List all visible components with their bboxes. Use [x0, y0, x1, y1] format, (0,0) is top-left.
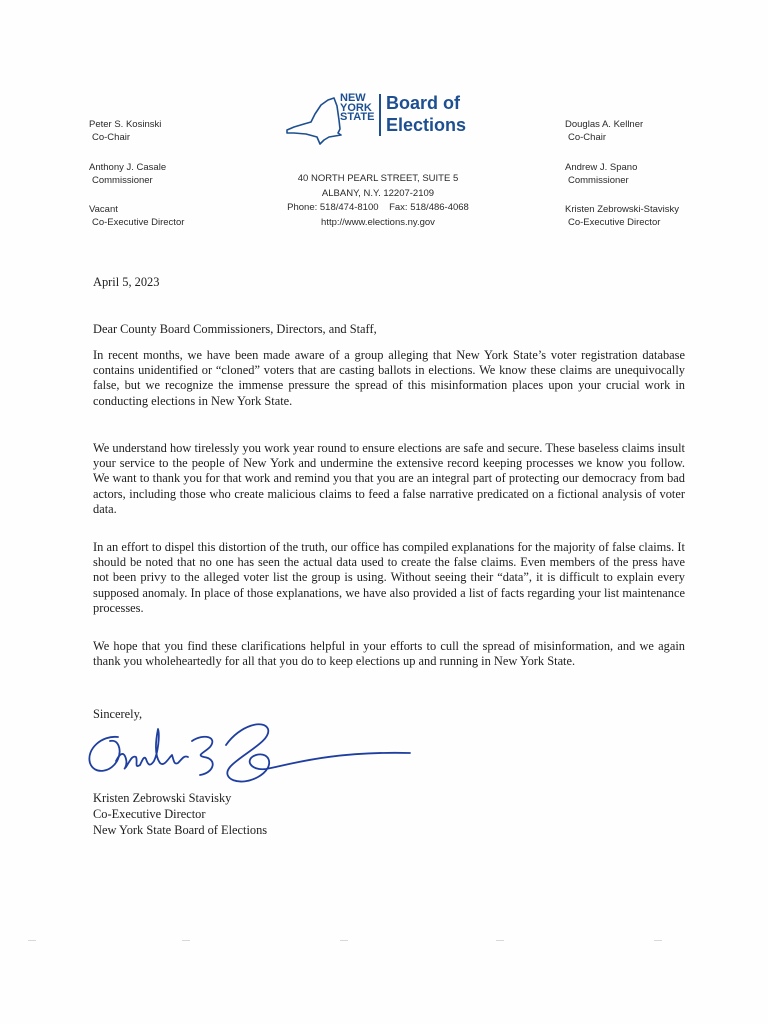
- new-york-state-outline-icon: [284, 96, 342, 146]
- person-name: Andrew J. Spano: [565, 162, 638, 173]
- logo-divider: [379, 94, 381, 136]
- logo-state-text: NEW YORK STATE: [340, 92, 375, 123]
- person-role: Commissioner: [92, 175, 153, 186]
- header-right-person-2: [565, 161, 637, 187]
- header-left-person-3: [89, 203, 184, 229]
- letter-closing: Sincerely,: [93, 707, 143, 721]
- scan-mark: [28, 940, 36, 941]
- person-name: Peter S. Kosinski: [89, 119, 162, 130]
- address-city: ALBANY, N.Y. 12207-2109: [321, 187, 435, 199]
- signer-title: Co-Executive Director: [93, 807, 206, 821]
- person-name: Kristen Zebrowski-Stavisky: [565, 204, 680, 215]
- header-left-person-2: [89, 161, 166, 187]
- header-right-person-1: [565, 118, 643, 144]
- logo-board-text: Board of Elections: [386, 93, 467, 135]
- scan-mark: [654, 940, 662, 941]
- body-paragraph-1: In recent months, we have been made aware of a group alleging that New York State’s voter registration database contains unidentified or “cloned” voters that are casting ballots in elections. We know these claims are unequivocally false, but we recognize the immense pressure the spread of this misinformation places upon your crucial work in conducting elections in New York State.: [93, 348, 685, 408]
- scan-mark: [496, 940, 504, 941]
- address-website: http://www.elections.ny.gov: [321, 216, 435, 228]
- address-street: 40 NORTH PEARL STREET, SUITE 5: [297, 173, 459, 184]
- header-left-person-1: [89, 118, 161, 144]
- scan-mark: [182, 940, 190, 941]
- header-right-person-3: [565, 203, 679, 229]
- person-role: Co-Chair: [92, 132, 131, 143]
- board-of-elections-logo: [284, 88, 484, 150]
- person-role: Co-Executive Director: [92, 217, 185, 228]
- person-role: Co-Executive Director: [568, 217, 661, 228]
- body-paragraph-4: We hope that you find these clarifications helpful in your efforts to cull the spread of misinformation, and we again thank you wholeheartedly for all that you do to keep elections up and running in New York State.: [93, 639, 685, 669]
- letter-salutation: Dear County Board Commissioners, Directors, and Staff,: [93, 322, 377, 336]
- signer-name: Kristen Zebrowski Stavisky: [93, 791, 232, 805]
- scan-mark: [340, 940, 348, 941]
- handwritten-signature: [80, 715, 420, 795]
- scan-artifacts: [0, 940, 768, 944]
- body-paragraph-3: In an effort to dispel this distortion of the truth, our office has compiled explanations for the majority of false claims. It should be noted that no one has seen the actual data used to create the false claims. Even members of the press have not been privy to the alleged voter list the group is using. Without seeing their “data”, it is difficult to explain every supposed anomaly. In place of those explanations, we have also provided a list of facts regarding your list maintenance processes.: [93, 540, 685, 615]
- signer-organization: New York State Board of Elections: [93, 823, 268, 837]
- signature-block: [93, 790, 267, 838]
- address-phone-fax: Phone: 518/474-8100 Fax: 518/486-4068: [287, 202, 469, 213]
- person-role: Co-Chair: [568, 132, 607, 143]
- body-paragraph-2: We understand how tirelessly you work year round to ensure elections are safe and secure. These baseless claims insult your service to the people of New York and undermine the extensive record keeping processes we know you follow. We want to thank you for that work and remind you that you are an integral part of protecting our democracy from bad actors, including those who create malicious claims to feed a false narrative predicated on a fictional analysis of voter data.: [93, 441, 685, 516]
- person-name: Vacant: [89, 204, 118, 215]
- office-address: [268, 172, 488, 230]
- person-role: Commissioner: [568, 175, 629, 186]
- person-name: Douglas A. Kellner: [565, 119, 644, 130]
- person-name: Anthony J. Casale: [89, 162, 167, 173]
- letter-date: April 5, 2023: [93, 275, 160, 289]
